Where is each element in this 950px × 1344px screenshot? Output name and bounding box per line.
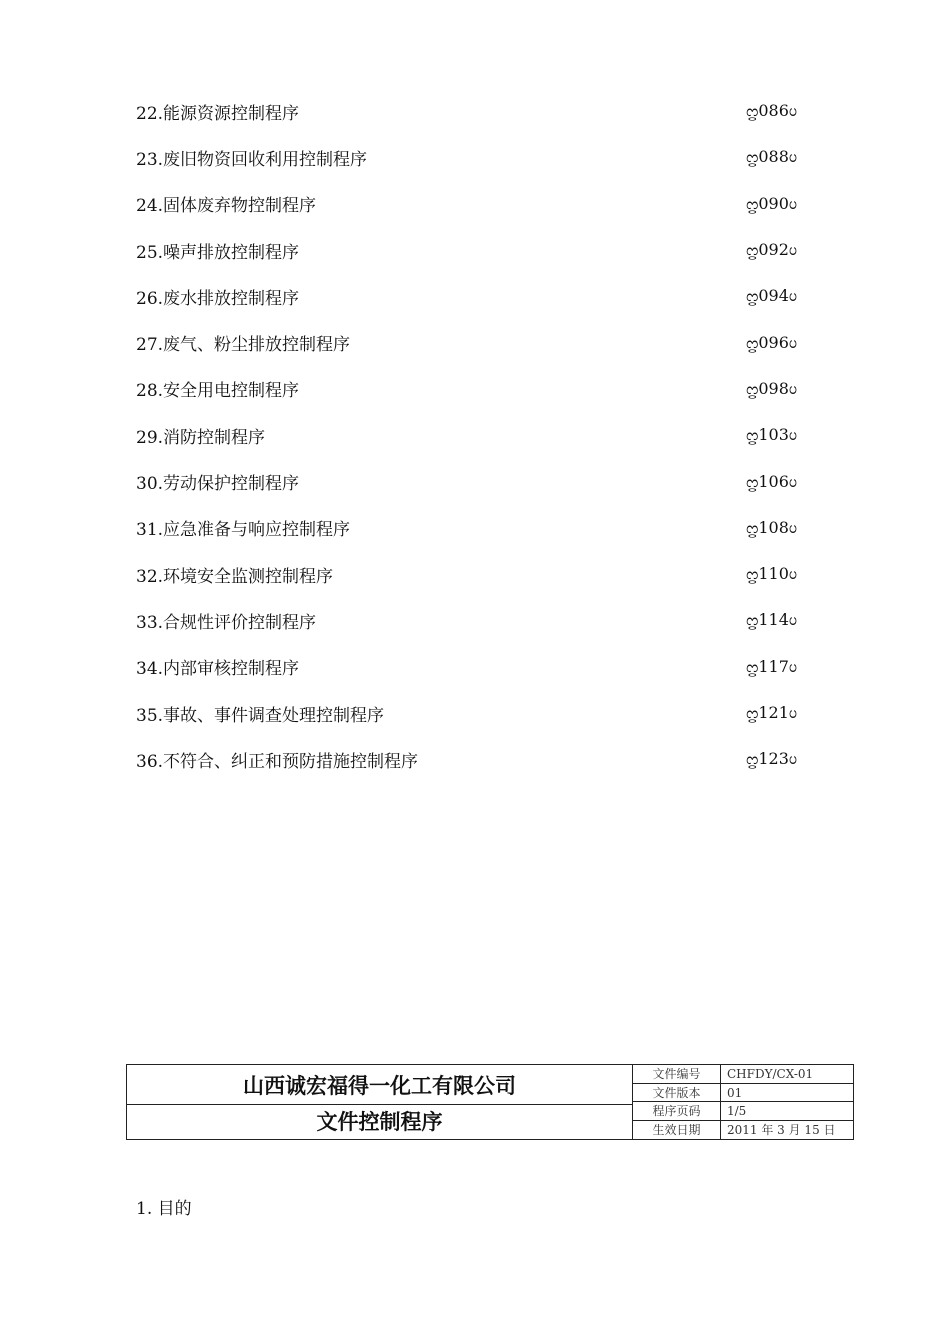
toc-entry-page: ᦦ123ᦢ [746,749,798,769]
meta-value: CHFDY/CX-01 [727,1067,814,1081]
toc-entry-page: ᦦ088ᦢ [746,147,798,167]
meta-label: 文件编号 [633,1065,721,1083]
toc-entry-title: 24.固体废弃物控制程序 [136,196,317,217]
meta-label: 生效日期 [633,1121,721,1140]
header-title-block [127,1065,633,1139]
toc-entry-page: ᦦ110ᦢ [746,564,798,584]
toc-entry[interactable] [136,736,816,782]
toc-entry[interactable] [136,412,816,458]
toc-entry[interactable] [136,690,816,736]
meta-label: 程序页码 [633,1102,721,1120]
toc-entry-title: 26.废水排放控制程序 [136,288,300,309]
toc-entry[interactable] [136,181,816,227]
toc-entry-page: ᦦ103ᦢ [746,425,798,445]
meta-row [633,1121,853,1140]
section-heading: 1. 目的 [136,1199,192,1219]
toc-entry-title: 25.噪声排放控制程序 [136,242,300,263]
toc-entry[interactable] [136,366,816,412]
toc-entry-page: ᦦ086ᦢ [746,101,798,121]
toc-entry-page: ᦦ092ᦢ [746,240,798,260]
document-meta [633,1065,853,1139]
toc-entry-title: 36.不符合、纠正和预防措施控制程序 [136,751,419,772]
toc-entry-page: ᦦ108ᦢ [746,517,798,537]
toc-entry-title: 27.废气、粉尘排放控制程序 [136,335,351,356]
toc-entry-title: 30.劳动保护控制程序 [136,474,300,495]
toc-entry[interactable] [136,88,816,134]
toc-entry-page: ᦦ106ᦢ [746,471,798,491]
toc-entry-page: ᦦ090ᦢ [746,193,798,213]
toc-entry[interactable] [136,644,816,690]
toc-entry[interactable] [136,505,816,551]
toc-entry-title: 28.安全用电控制程序 [136,381,300,402]
toc-entry[interactable] [136,319,816,365]
table-of-contents [136,88,816,782]
toc-entry-page: ᦦ094ᦢ [746,286,798,306]
toc-entry[interactable] [136,458,816,504]
toc-entry[interactable] [136,273,816,319]
toc-entry-title: 29.消防控制程序 [136,427,266,448]
toc-entry-page: ᦦ096ᦢ [746,332,798,352]
meta-value: 01 [727,1085,743,1100]
toc-entry[interactable] [136,551,816,597]
toc-entry-page: ᦦ121ᦢ [746,703,798,722]
toc-entry[interactable] [136,227,816,273]
document-title: 文件控制程序 [316,1110,443,1134]
toc-entry-title: 32.环境安全监测控制程序 [136,566,334,587]
meta-row [633,1084,853,1103]
toc-entry-title: 22.能源资源控制程序 [136,103,300,124]
meta-row [633,1065,853,1084]
toc-entry-title: 33.合规性评价控制程序 [136,612,317,633]
toc-entry-title: 35.事故、事件调查处理控制程序 [136,705,385,726]
company-name: 山西诚宏福得一化工有限公司 [127,1065,632,1105]
meta-row [633,1102,853,1121]
toc-entry-title: 23.废旧物资回收利用控制程序 [136,149,368,170]
toc-entry-page: ᦦ114ᦢ [746,610,798,630]
document-header-table [126,1064,854,1140]
toc-entry-title: 34.内部审核控制程序 [136,659,300,680]
meta-value: 1/5 [727,1104,747,1118]
toc-entry-page: ᦦ117ᦢ [746,656,798,676]
meta-value: 2011 年 3 月 15 日 [727,1122,836,1137]
toc-entry[interactable] [136,597,816,643]
meta-label: 文件版本 [633,1084,721,1102]
toc-entry-page: ᦦ098ᦢ [746,378,798,398]
toc-entry-title: 31.应急准备与响应控制程序 [136,520,351,541]
toc-entry[interactable] [136,134,816,180]
